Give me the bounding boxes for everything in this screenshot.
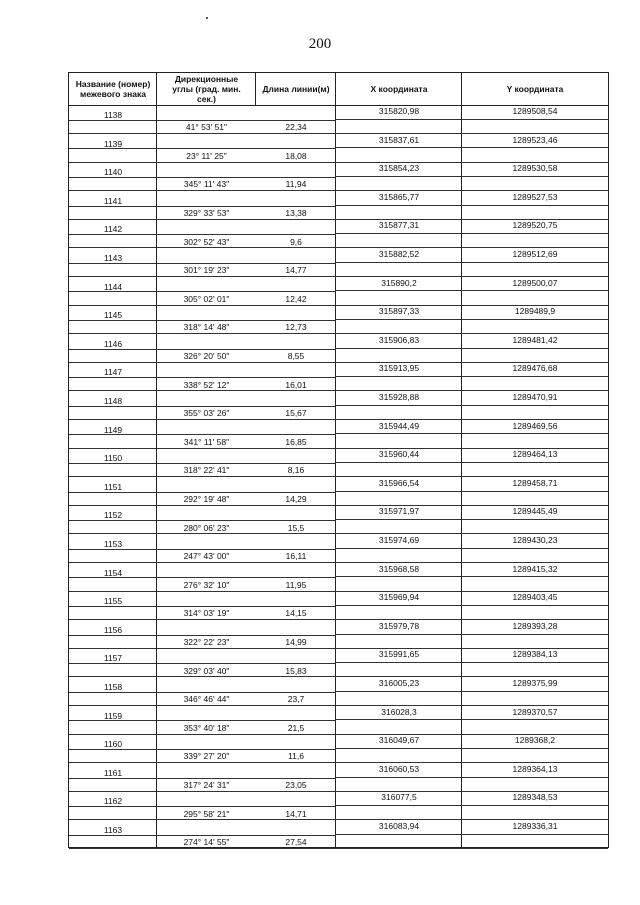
y-coordinate: 1289375,99 — [512, 678, 558, 688]
table-row — [69, 191, 608, 220]
table-row — [69, 648, 608, 677]
line-length: 23,7 — [287, 694, 305, 705]
table-row — [69, 734, 608, 763]
row-rule — [336, 777, 608, 778]
direction-angle: 301° 19' 23" — [183, 265, 230, 276]
x-coordinate: 315971,97 — [378, 506, 420, 517]
y-coordinate: 1289458,71 — [512, 477, 558, 488]
x-coordinate: 316005,23 — [378, 678, 420, 688]
direction-angle: 345° 11' 43" — [183, 179, 230, 190]
line-length: 12,73 — [285, 322, 307, 333]
scan-speck — [206, 17, 208, 19]
header-angle-line-3: сек.) — [197, 94, 216, 104]
line-length: 12,42 — [285, 293, 307, 304]
point-name: 1150 — [103, 453, 123, 464]
y-coordinate: 1289384,13 — [512, 649, 558, 660]
table-row — [69, 162, 608, 191]
direction-angle: 322° 22' 23" — [183, 637, 230, 648]
y-coordinate: 1289481,42 — [512, 334, 558, 345]
line-length: 15,83 — [285, 665, 307, 676]
row-rule — [336, 119, 608, 120]
point-name: 1159 — [103, 710, 123, 721]
point-name: 1154 — [103, 567, 123, 578]
row-rule — [336, 576, 608, 577]
table-row — [69, 706, 608, 735]
line-length: 11,95 — [285, 579, 307, 590]
x-coordinate: 315854,23 — [378, 163, 420, 174]
direction-angle: 314° 03' 19" — [183, 608, 230, 619]
y-coordinate: 1289470,91 — [512, 392, 558, 402]
direction-angle: 339° 27' 20" — [183, 751, 230, 762]
header-name-line-2: межевого знака — [80, 89, 146, 99]
point-name: 1147 — [103, 367, 123, 378]
header-x-text: X координата — [370, 84, 428, 94]
y-coordinate: 1289476,68 — [512, 363, 558, 374]
point-name: 1153 — [103, 539, 123, 549]
y-coordinate: 1289370,57 — [512, 706, 558, 717]
page-number: 200 — [308, 36, 332, 52]
y-coordinate: 1289393,28 — [512, 620, 558, 631]
y-coordinate: 1289336,31 — [512, 821, 558, 831]
row-rule — [336, 319, 608, 320]
x-coordinate: 315877,31 — [378, 220, 420, 231]
line-length: 14,71 — [285, 808, 307, 819]
direction-angle: 302° 52' 43" — [183, 236, 230, 247]
line-length: 21,5 — [287, 722, 305, 733]
table-row — [69, 591, 608, 620]
header-name-line-1: Название (номер) — [75, 79, 151, 89]
table-row — [69, 820, 608, 849]
table-row — [69, 105, 608, 134]
table-header — [69, 73, 608, 106]
row-rule — [336, 462, 608, 463]
x-coordinate: 315968,58 — [378, 563, 420, 574]
header-length — [256, 73, 336, 105]
table-row — [69, 362, 608, 391]
y-coordinate: 1289527,53 — [512, 191, 558, 202]
row-rule — [336, 147, 608, 148]
x-coordinate: 315913,95 — [378, 363, 420, 374]
line-length: 18,08 — [285, 150, 307, 161]
point-name: 1161 — [103, 767, 123, 778]
column-divider — [255, 73, 256, 105]
line-length: 27,54 — [285, 837, 307, 848]
header-angle — [157, 73, 256, 105]
line-length: 8,16 — [287, 465, 305, 476]
x-coordinate: 315944,49 — [378, 420, 420, 431]
line-length: 14,77 — [285, 265, 307, 276]
row-rule — [336, 691, 608, 692]
direction-angle: 317° 24' 31" — [183, 780, 230, 791]
direction-angle: 274° 14' 55" — [183, 837, 230, 848]
y-coordinate: 1289469,56 — [512, 420, 558, 431]
x-coordinate: 315969,94 — [378, 592, 420, 603]
row-rule — [69, 848, 608, 849]
x-coordinate: 315928,88 — [378, 392, 420, 402]
direction-angle: 341° 11' 58" — [183, 436, 230, 447]
header-length-text: Длина линии(м) — [262, 84, 330, 94]
row-rule — [336, 662, 608, 663]
point-name: 1148 — [103, 396, 123, 406]
point-name: 1151 — [103, 481, 123, 492]
table-row — [69, 219, 608, 248]
table-row — [69, 305, 608, 334]
x-coordinate: 315906,83 — [378, 334, 420, 345]
table-row — [69, 277, 608, 306]
direction-angle: 247° 43' 00" — [183, 551, 230, 562]
x-coordinate: 316077,5 — [381, 792, 417, 803]
y-coordinate: 1289489,9 — [514, 306, 556, 317]
direction-angle: 280° 06' 23" — [183, 522, 230, 533]
row-rule — [336, 805, 608, 806]
direction-angle: 23° 11' 25" — [186, 150, 227, 161]
x-coordinate: 315966,54 — [378, 477, 420, 488]
y-coordinate: 1289364,13 — [512, 763, 558, 774]
y-coordinate: 1289445,49 — [512, 506, 558, 517]
y-coordinate: 1289464,13 — [512, 449, 558, 460]
point-name: 1149 — [103, 424, 123, 435]
x-coordinate: 315960,44 — [378, 449, 420, 460]
x-coordinate: 315837,61 — [378, 134, 420, 145]
x-coordinate: 315820,98 — [378, 106, 420, 116]
line-length: 16,85 — [285, 436, 307, 447]
point-name: 1143 — [103, 253, 123, 263]
direction-angle: 276° 32' 10" — [183, 579, 230, 590]
point-name: 1140 — [103, 167, 123, 178]
point-name: 1157 — [103, 653, 123, 664]
coordinates-table — [68, 72, 609, 848]
direction-angle: 318° 22' 41" — [183, 465, 230, 476]
y-coordinate: 1289520,75 — [512, 220, 558, 231]
direction-angle: 305° 02' 01" — [183, 293, 230, 304]
y-coordinate: 1289523,46 — [512, 134, 558, 145]
y-coordinate: 1289530,58 — [512, 163, 558, 174]
header-angle-line-1: Дирекционные — [174, 74, 239, 84]
direction-angle: 318° 14' 48" — [183, 322, 230, 333]
line-length: 9,6 — [290, 236, 302, 247]
header-angle-line-2: углы (град. мин. — [172, 84, 241, 94]
x-coordinate: 316028,3 — [381, 706, 417, 717]
line-length: 15,67 — [285, 408, 307, 419]
y-coordinate: 1289348,53 — [512, 792, 558, 803]
line-length: 15,5 — [287, 522, 305, 533]
line-length: 8,55 — [287, 351, 305, 362]
row-rule — [336, 205, 608, 206]
row-rule — [336, 491, 608, 492]
y-coordinate: 1289512,69 — [512, 249, 558, 259]
x-coordinate: 316083,94 — [378, 821, 420, 831]
direction-angle: 41° 53' 51" — [185, 122, 228, 133]
row-rule — [336, 605, 608, 606]
header-name — [69, 73, 157, 105]
point-name: 1158 — [103, 682, 123, 692]
x-coordinate: 316049,67 — [378, 735, 420, 746]
point-name: 1156 — [103, 624, 123, 635]
x-coordinate: 315897,33 — [378, 306, 420, 317]
y-coordinate: 1289500,07 — [512, 277, 558, 288]
x-coordinate: 315979,78 — [378, 620, 420, 631]
line-length: 13,38 — [285, 208, 307, 219]
header-y-text: Y координата — [506, 84, 564, 94]
table-row — [69, 620, 608, 649]
row-rule — [336, 548, 608, 549]
point-name: 1138 — [103, 110, 123, 120]
point-name: 1142 — [103, 224, 123, 235]
direction-angle: 329° 03' 40" — [183, 665, 230, 676]
row-rule — [336, 262, 608, 263]
point-name: 1141 — [103, 195, 123, 206]
line-length: 16,11 — [285, 551, 307, 562]
row-rule — [336, 376, 608, 377]
table-row — [69, 134, 608, 163]
line-length: 14,99 — [285, 637, 307, 648]
direction-angle: 353° 40' 18" — [183, 722, 230, 733]
y-coordinate: 1289415,32 — [512, 563, 558, 574]
table-row — [69, 334, 608, 363]
point-name: 1146 — [103, 338, 123, 349]
row-rule — [336, 519, 608, 520]
line-length: 22,34 — [285, 122, 307, 133]
line-length: 14,29 — [285, 494, 307, 505]
x-coordinate: 315865,77 — [378, 191, 420, 202]
y-coordinate: 1289508,54 — [512, 106, 558, 116]
line-length: 11,6 — [288, 751, 304, 762]
x-coordinate: 316060,53 — [378, 763, 420, 774]
table-row — [69, 248, 608, 277]
row-rule — [336, 405, 608, 406]
table-row — [69, 563, 608, 592]
row-rule — [336, 748, 608, 749]
table-row — [69, 420, 608, 449]
table-row — [69, 791, 608, 820]
row-rule — [336, 634, 608, 635]
direction-angle: 338° 52' 12" — [183, 379, 230, 390]
table-row — [69, 677, 608, 706]
point-name: 1144 — [103, 281, 123, 292]
table-row — [69, 763, 608, 792]
y-coordinate: 1289403,45 — [512, 592, 558, 603]
row-rule — [336, 290, 608, 291]
row-rule — [336, 233, 608, 234]
table-row — [69, 391, 608, 420]
point-name: 1152 — [103, 510, 123, 521]
x-coordinate: 315974,69 — [378, 535, 420, 545]
point-name: 1139 — [103, 138, 123, 149]
direction-angle: 329° 33' 53" — [183, 208, 230, 219]
point-name: 1145 — [103, 310, 123, 321]
direction-angle: 355° 03' 26" — [183, 408, 230, 419]
row-rule — [336, 176, 608, 177]
header-y — [462, 73, 608, 105]
line-length: 23,05 — [285, 780, 307, 791]
table-row — [69, 505, 608, 534]
line-length: 11,94 — [285, 179, 307, 190]
line-length: 16,01 — [285, 379, 307, 390]
y-coordinate: 1289430,23 — [512, 535, 558, 545]
row-rule — [336, 348, 608, 349]
x-coordinate: 315991,65 — [378, 649, 420, 660]
table-row — [69, 534, 608, 563]
direction-angle: 346° 46' 44" — [183, 694, 230, 705]
direction-angle: 326° 20' 50" — [183, 351, 230, 362]
direction-angle: 292° 19' 48" — [183, 494, 230, 505]
table-row — [69, 448, 608, 477]
table-row — [69, 477, 608, 506]
point-name: 1160 — [103, 739, 123, 750]
point-name: 1155 — [103, 596, 123, 607]
row-rule — [336, 834, 608, 835]
direction-angle: 295° 58' 21" — [183, 808, 230, 819]
line-length: 14,15 — [285, 608, 307, 619]
point-name: 1163 — [103, 825, 123, 835]
y-coordinate: 1289368,2 — [514, 735, 556, 746]
row-rule — [336, 433, 608, 434]
x-coordinate: 315890,2 — [381, 277, 417, 288]
row-rule — [336, 719, 608, 720]
header-x — [336, 73, 462, 105]
point-name: 1162 — [103, 796, 123, 807]
x-coordinate: 315882,52 — [378, 249, 420, 259]
